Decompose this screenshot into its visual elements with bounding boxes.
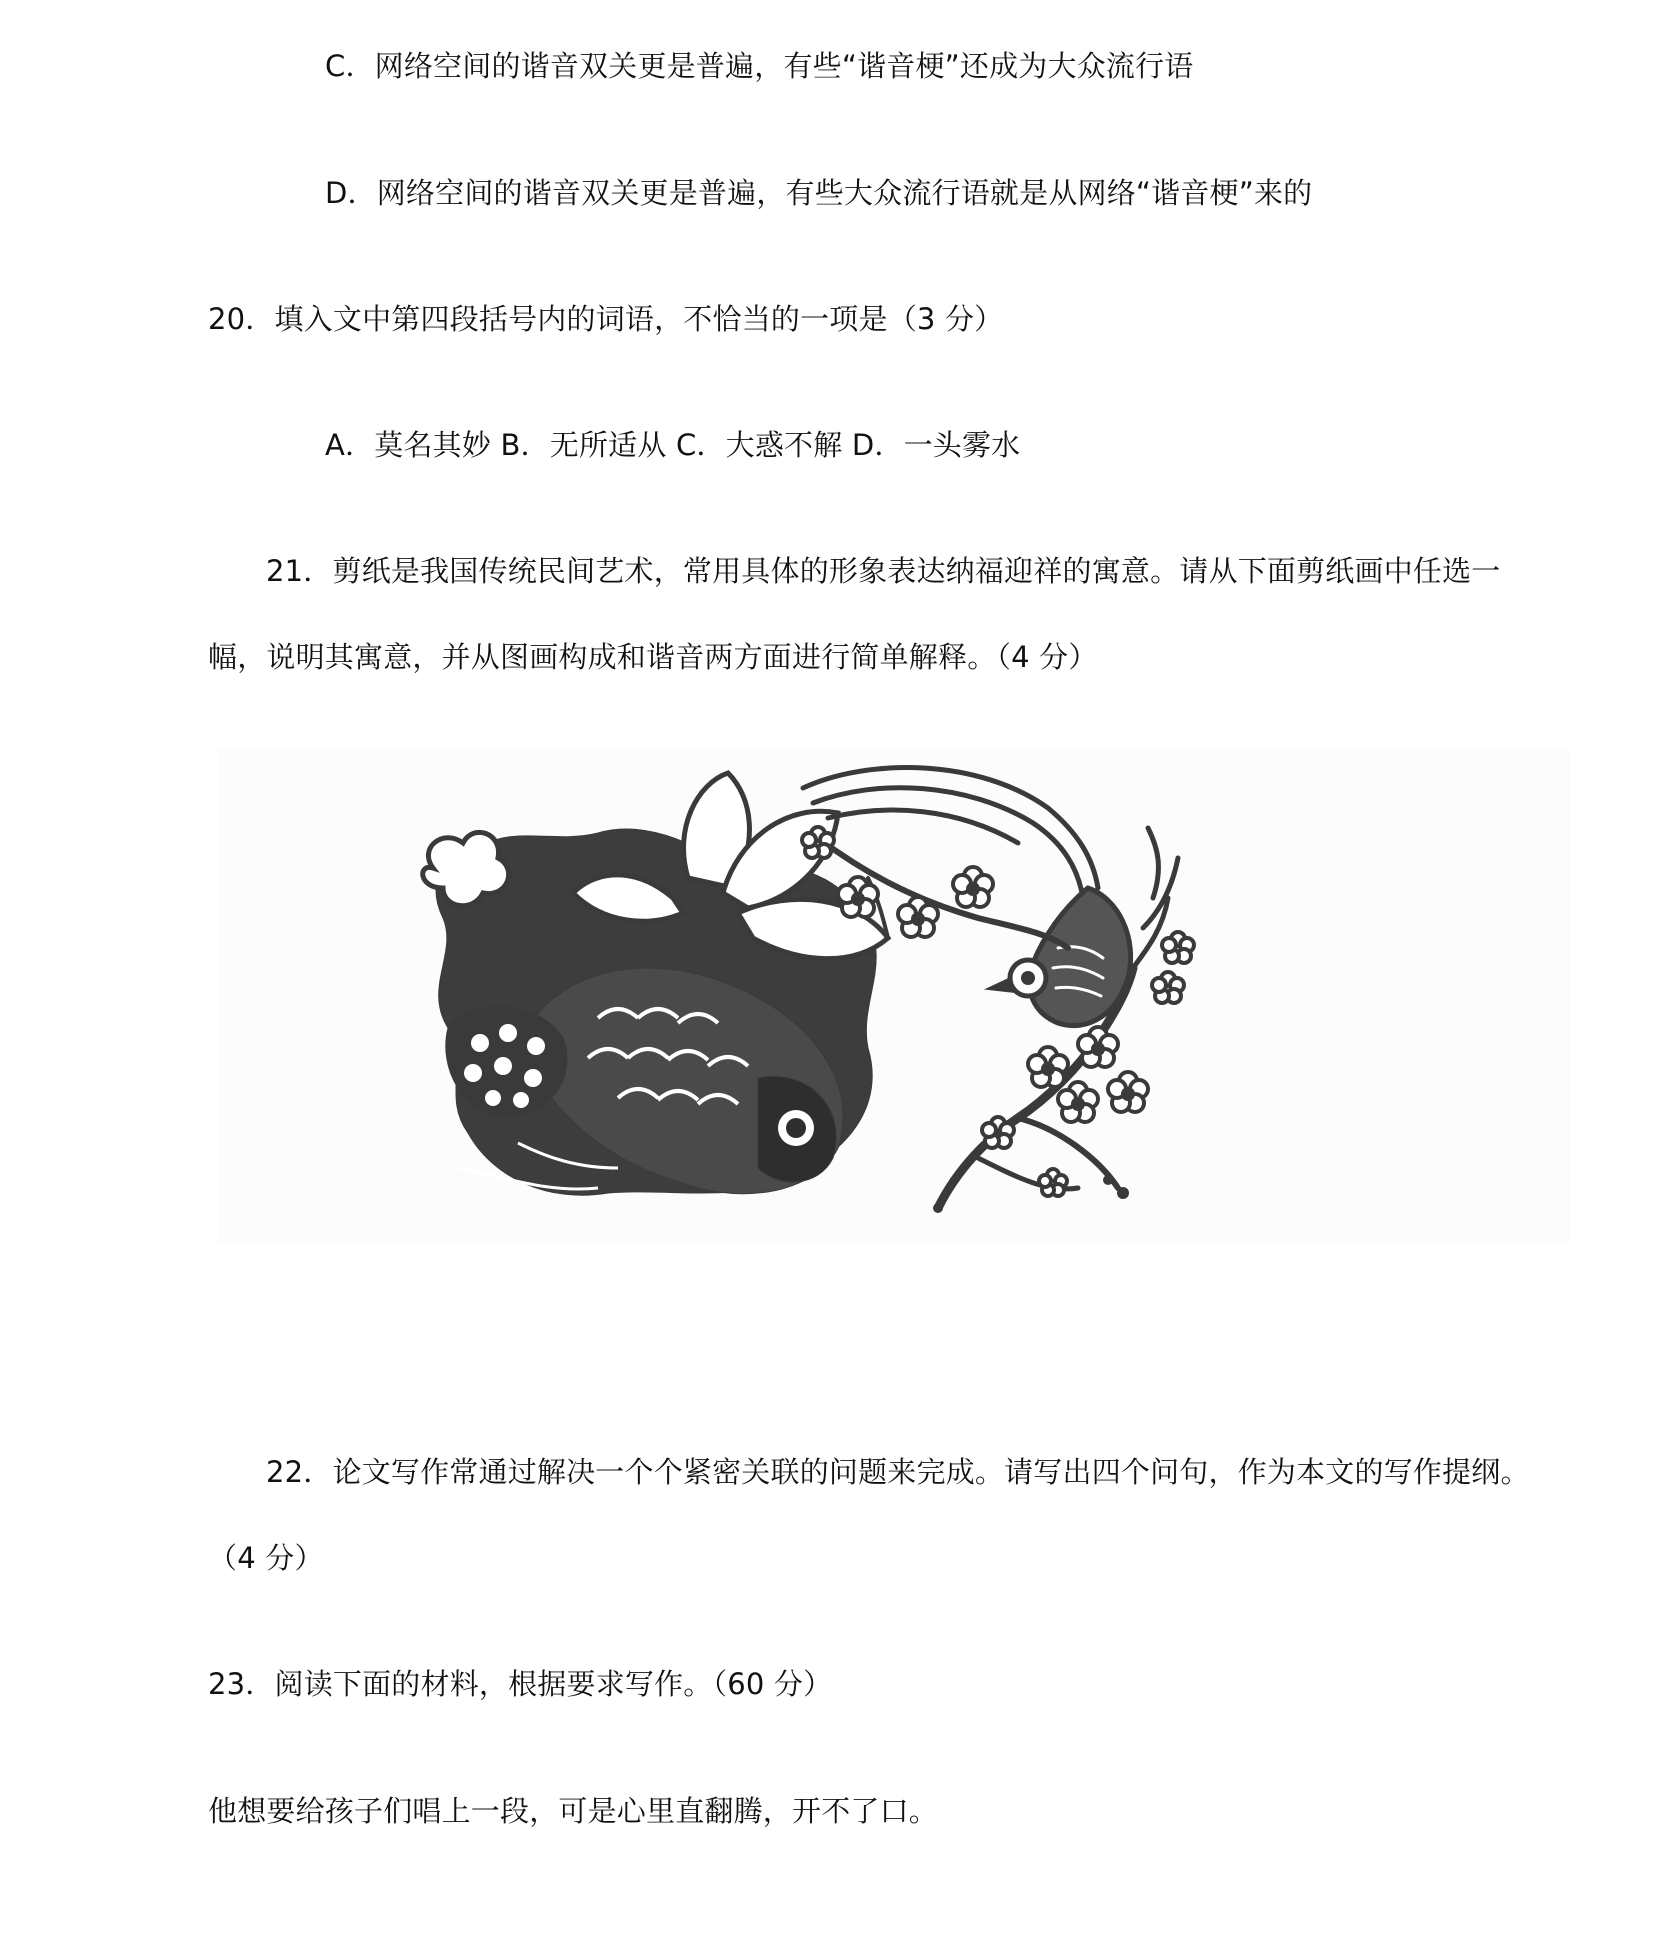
question-23-material: 他想要给孩子们唱上一段，可是心里直翻腾，开不了口。 — [208, 1794, 939, 1828]
question-20-stem: 20．填入文中第四段括号内的词语，不恰当的一项是（3 分） — [208, 302, 1004, 336]
option-19-c: C．网络空间的谐音双关更是普遍，有些“谐音梗”还成为大众流行语 — [325, 49, 1194, 83]
question-20-options: A．莫名其妙 B．无所适从 C．大惑不解 D．一头雾水 — [325, 428, 1021, 462]
question-21-line-2: 幅，说明其寓意，并从图画构成和谐音两方面进行简单解释。（4 分） — [208, 640, 1098, 674]
question-21-line-1: 21．剪纸是我国传统民间艺术，常用具体的形象表达纳福迎祥的寓意。请从下面剪纸画中任选一 — [266, 554, 1501, 588]
question-23-stem: 23．阅读下面的材料，根据要求写作。（60 分） — [208, 1667, 833, 1701]
question-22-line-1: 22．论文写作常通过解决一个个紧密关联的问题来完成。请写出四个问句，作为本文的写作提纲。 — [266, 1455, 1530, 1489]
paper-cut-figures — [218, 748, 1570, 1243]
question-22-line-2: （4 分） — [208, 1541, 324, 1575]
option-19-d: D．网络空间的谐音双关更是普遍，有些大众流行语就是从网络“谐音梗”来的 — [325, 176, 1313, 210]
